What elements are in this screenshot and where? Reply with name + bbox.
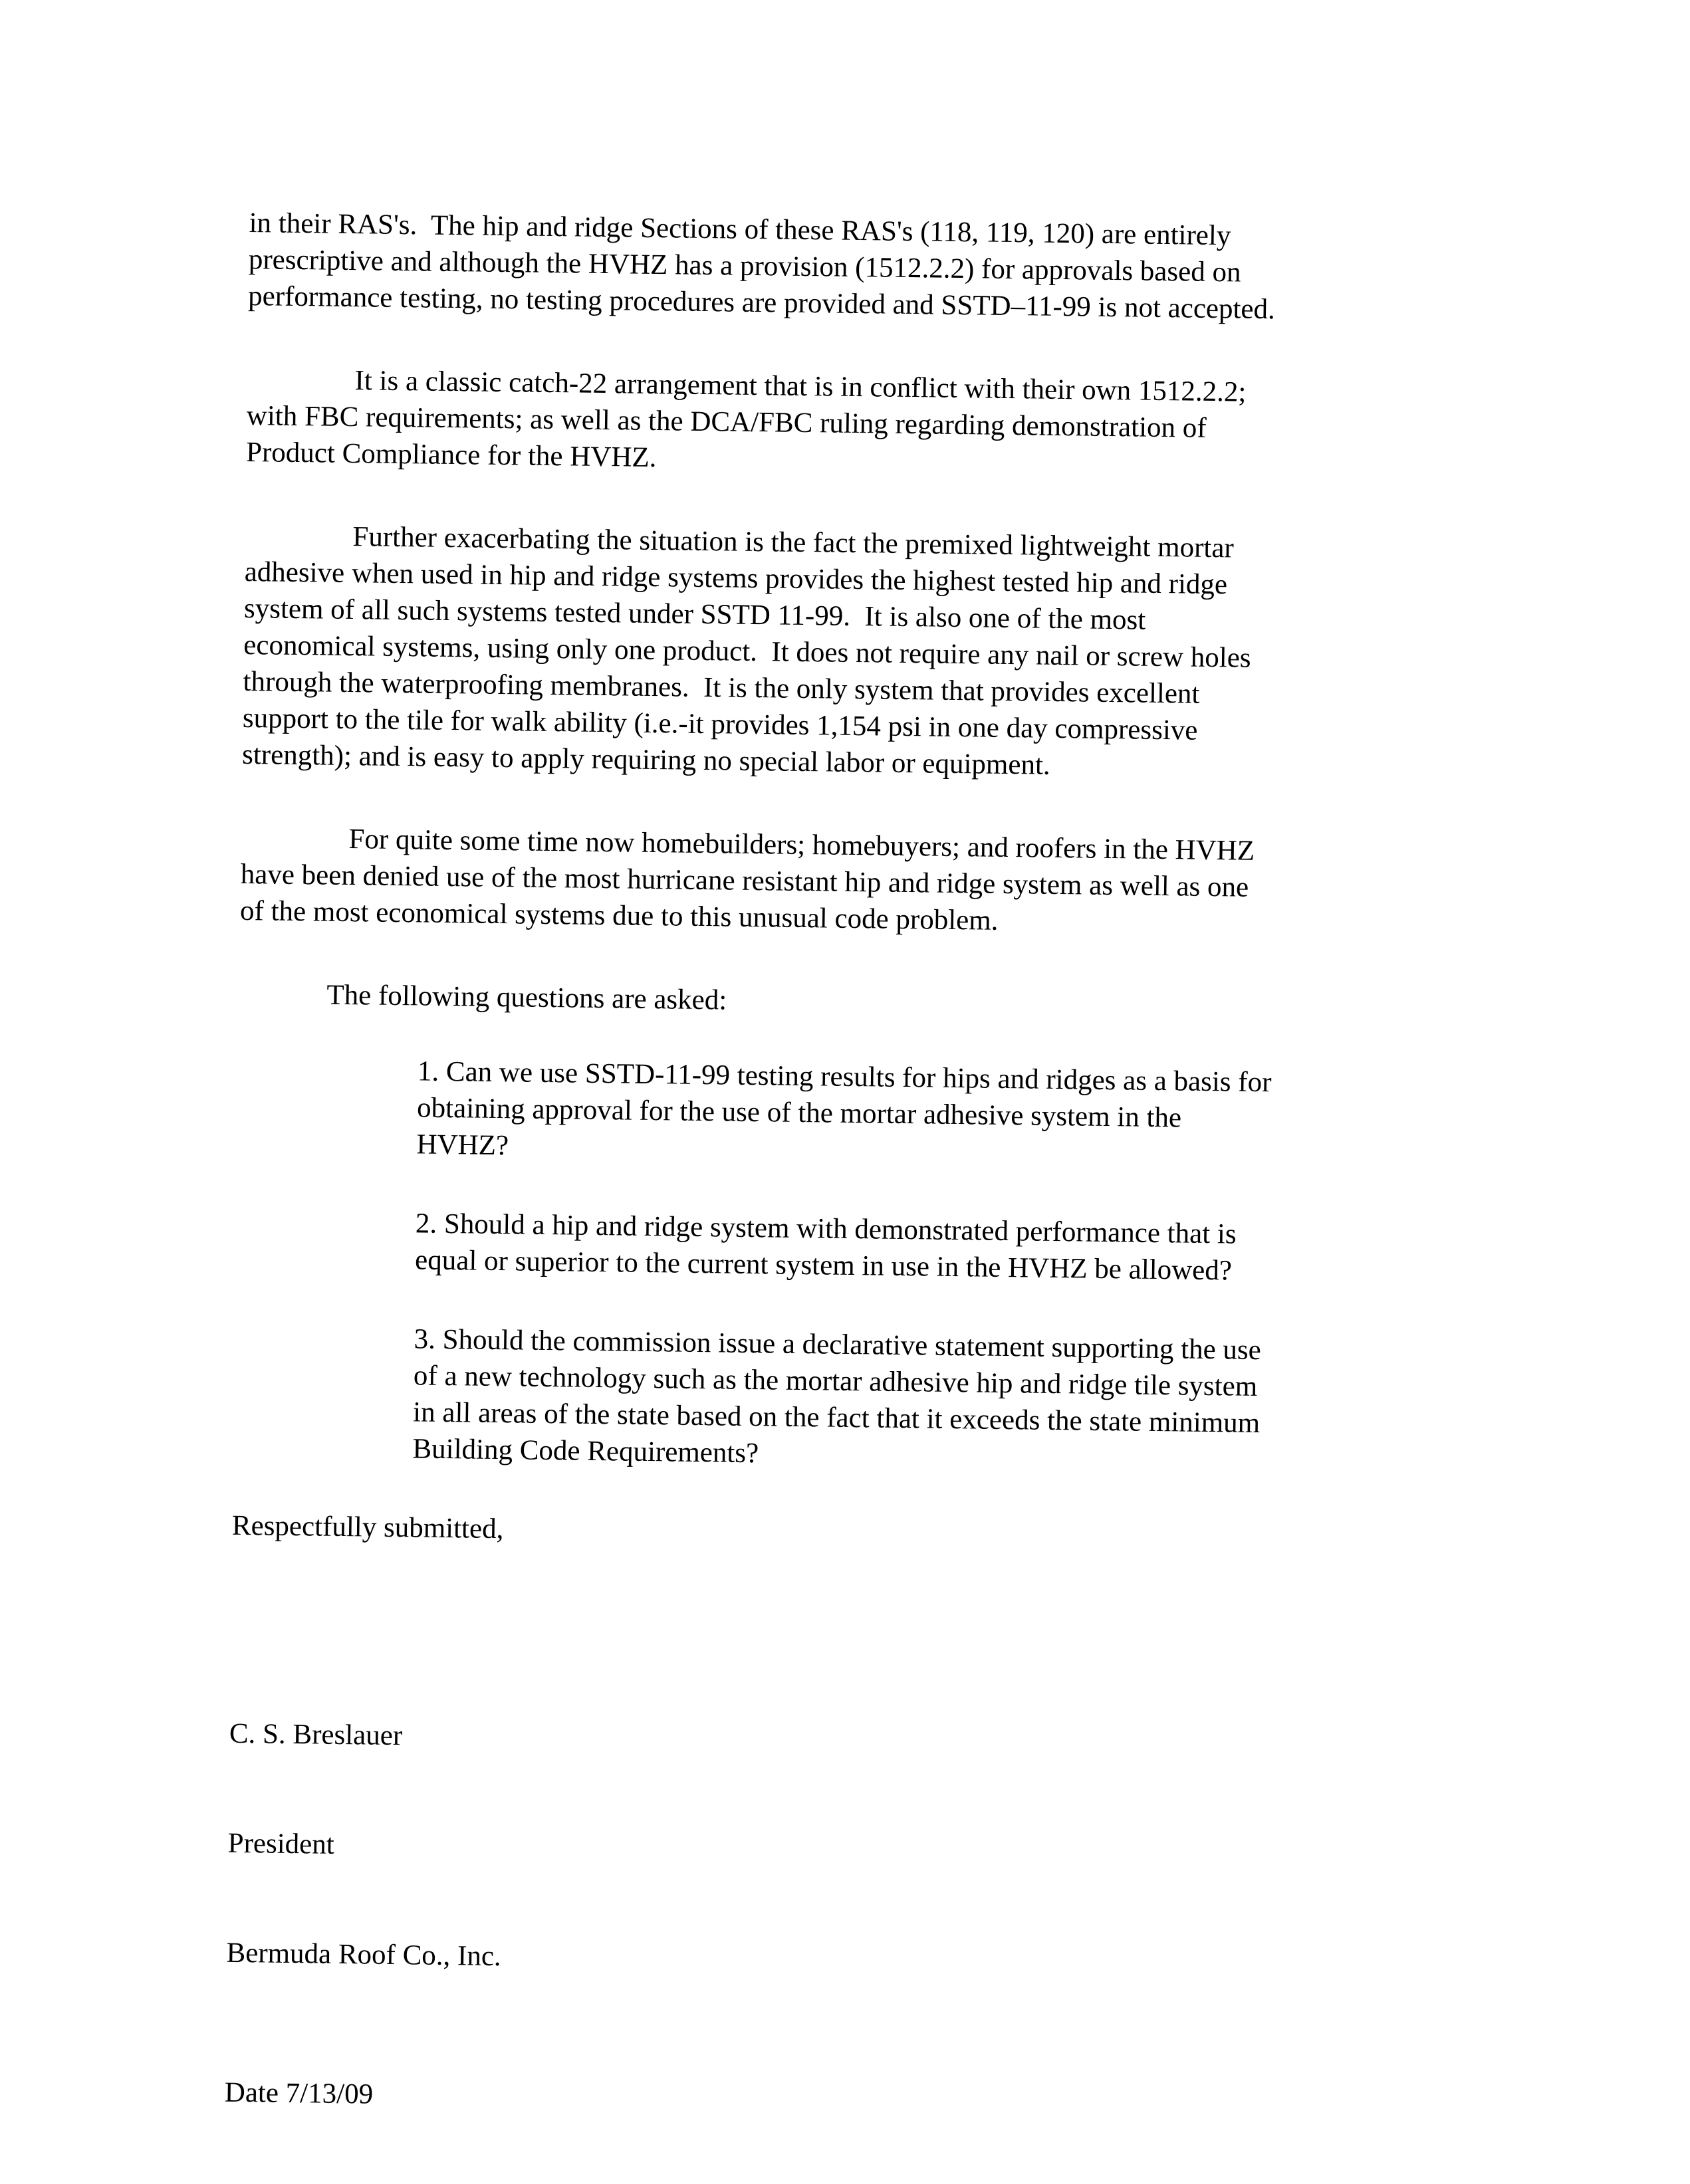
paragraph-catch-22: It is a classic catch-22 arrangement that is in conflict with their own 1512.2.2; with FBC requirements; as well as the DCA/FBC ruling regarding demonstration of Product Compliance for the HVHZ.	[245, 365, 1247, 474]
signatory-company: Bermuda Roof Co., Inc.	[226, 1937, 502, 1973]
signatory-name: C. S. Breslauer	[229, 1717, 403, 1752]
signature-block	[225, 1642, 1587, 2062]
question-3: 3. Should the commission issue a declarative statement supporting the use of a new technology such as the mortar adhesive hip and ridge tile system in all areas of the state based on the fact that it exceeds the state minimum Building Code Requirements?	[412, 1323, 1262, 1470]
paragraph-mortar-adhesive: Further exacerbating the situation is the fact the premixed lightweight mortar adhesive when used in hip and ridge systems provides the highest tested hip and ridge system of all such systems tested under SSTD 11-99. It is also one of the most economical systems, using only one product. It does not require any nail or screw holes through the waterproofing membranes. It is the only system that provides excellent support to the tile for walk ability (i.e.-it provides 1,154 psi in one day compressive strength); and is easy to apply requiring no special labor or equipment.	[241, 521, 1251, 781]
paragraph-denied-use: For quite some time now homebuilders; homebuyers; and roofers in the HVHZ have been denied use of the most hurricane resistant hip and ridge system as well as one of the most economical systems due to this unusual code problem.	[239, 823, 1255, 936]
questions-list	[412, 1053, 1594, 1482]
date-line: Date 7/13/09	[224, 2076, 374, 2110]
question-1: 1. Can we use SSTD-11-99 testing results for hips and ridges as a basis for obtaining approval for the use of the mortar adhesive system in the HVHZ?	[416, 1055, 1272, 1162]
question-2: 2. Should a hip and ridge system with demonstrated performance that is equal or superior to the current system in use in the HVHZ be allowed?	[414, 1208, 1237, 1287]
questions-intro: The following questions are asked:	[326, 979, 727, 1016]
signatory-title: President	[227, 1827, 335, 1860]
letter-content	[224, 205, 1605, 2128]
paragraph-ras-continuation: in their RAS's. The hip and ridge Sections of these RAS's (118, 119, 120) are entirely prescriptive and although the HVHZ has a provision (1512.2.2) for approvals based on performance testing, no testing procedures are provided and SSTD–11-99 is not accepted.	[247, 207, 1276, 326]
closing-salutation: Respectfully submitted,	[231, 1509, 504, 1545]
